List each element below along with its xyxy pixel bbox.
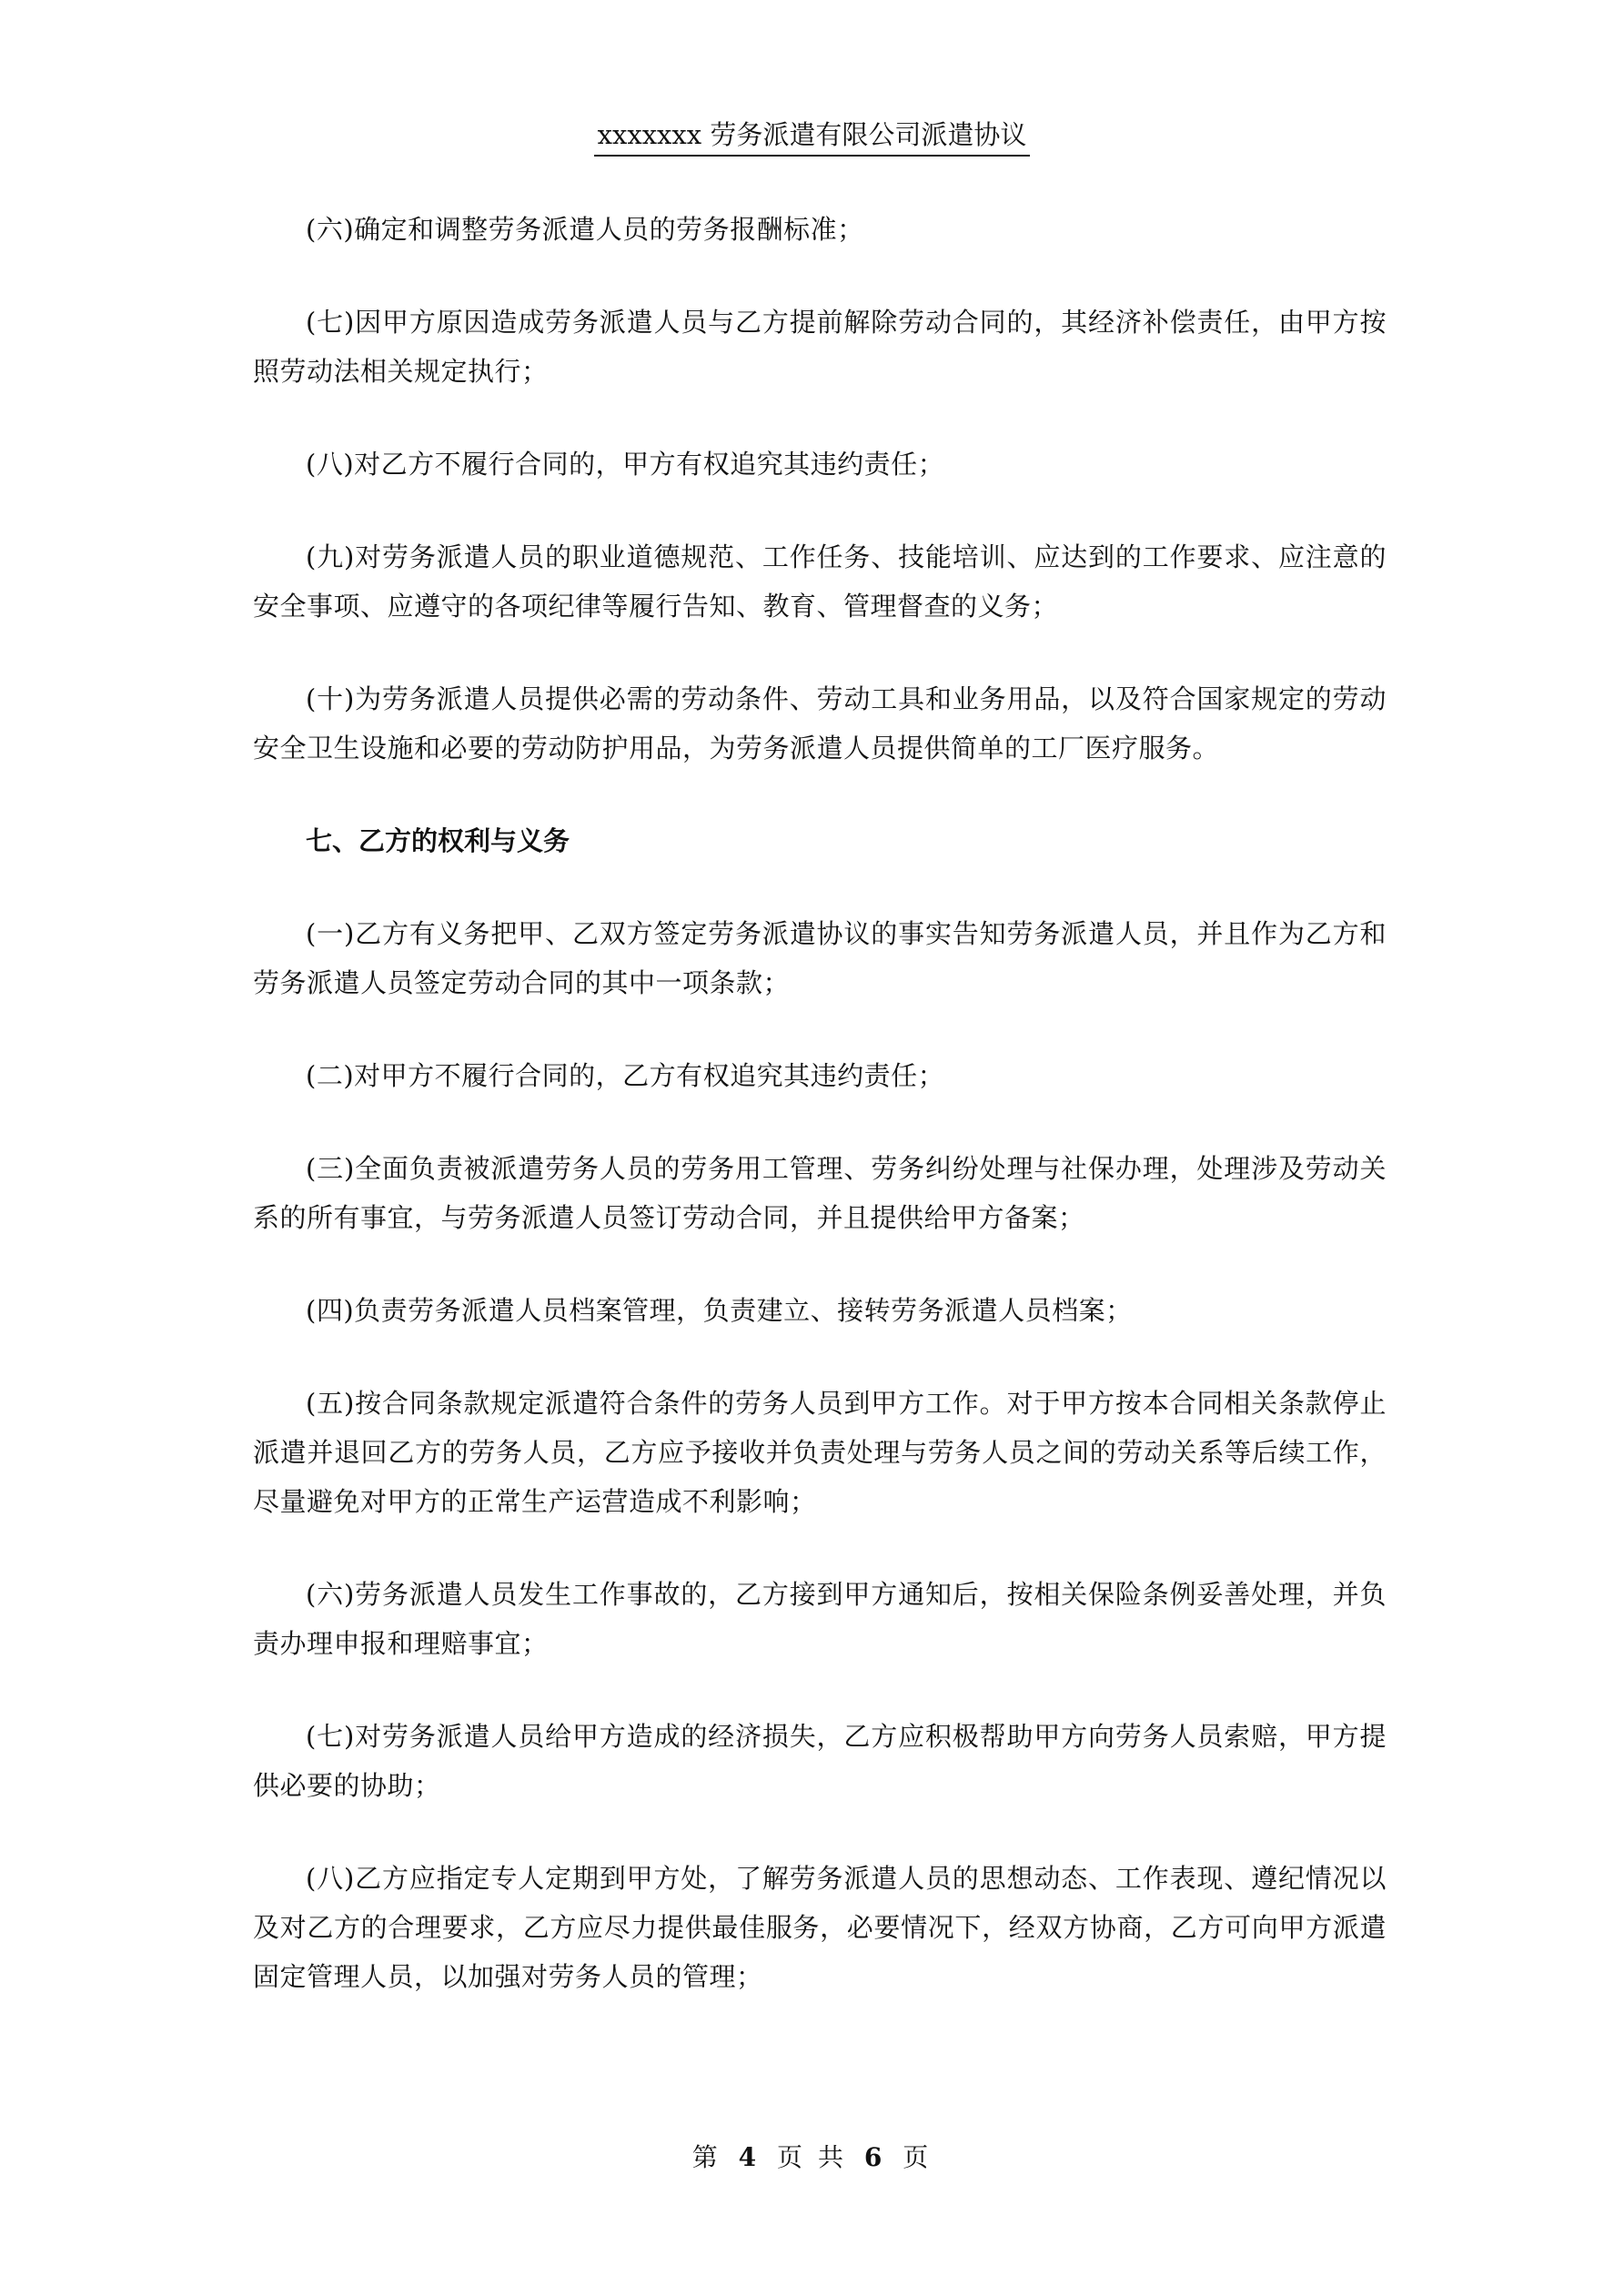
paragraph-b-6: (六)劳务派遣人员发生工作事故的，乙方接到甲方通知后，按相关保险条例妥善处理，并负责办理申报和理赔事宜；: [253, 1579, 1387, 1659]
paragraph-gap: [253, 396, 1387, 440]
paragraph-b-3: (三)全面负责被派遣劳务人员的劳务用工管理、劳务纠纷处理与社保办理，处理涉及劳动关系的所有事宜，与劳务派遣人员签订劳动合同，并且提供给甲方备案；: [253, 1153, 1387, 1233]
paragraph-gap: [253, 1242, 1387, 1286]
page-header: [0, 116, 1624, 157]
paragraph-a-1: (六)确定和调整劳务派遣人员的劳务报酬标准；: [306, 214, 864, 245]
footer-suffix: 页: [903, 2142, 933, 2172]
paragraph-b-1: (一)乙方有义务把甲、乙双方签定劳务派遣协议的事实告知劳务派遣人员，并且作为乙方和劳务派遣人员签定劳动合同的其中一项条款；: [253, 918, 1387, 998]
paragraph-a-2: (七)因甲方原因造成劳务派遣人员与乙方提前解除劳动合同的，其经济补偿责任，由甲方按照劳动法相关规定执行；: [253, 307, 1387, 387]
footer-middle: 页 共: [777, 2142, 847, 2172]
paragraph-gap: [253, 1668, 1387, 1712]
paragraph-a-3: (八)对乙方不履行合同的，甲方有权追究其违约责任；: [306, 449, 945, 480]
section-heading: 七、乙方的权利与义务: [306, 825, 570, 856]
paragraph-b-8: (八)乙方应指定专人定期到甲方处，了解劳务派遣人员的思想动态、工作表现、遵纪情况以及对乙方的合理要求，乙方应尽力提供最佳服务，必要情况下，经双方协商，乙方可向甲方派遣固定管理人员，以加强对劳务人员的管理；: [253, 1863, 1387, 1992]
paragraph-gap: [253, 865, 1387, 909]
footer-current-page: 4: [738, 2142, 761, 2172]
footer-total-pages: 6: [863, 2142, 886, 2172]
paragraph-gap: [253, 1810, 1387, 1854]
paragraph-gap: [253, 489, 1387, 532]
paragraph-gap: [253, 1526, 1387, 1570]
paragraph-a-4: (九)对劳务派遣人员的职业道德规范、工作任务、技能培训、应达到的工作要求、应注意的安全事项、应遵守的各项纪律等履行告知、教育、管理督查的义务；: [253, 541, 1387, 622]
paragraph-gap: [253, 254, 1387, 298]
header-title: xxxxxxx 劳务派遣有限公司派遣协议: [594, 116, 1031, 157]
paragraph-b-4: (四)负责劳务派遣人员档案管理，负责建立、接转劳务派遣人员档案；: [306, 1295, 1133, 1326]
document-body: [253, 205, 1387, 2001]
paragraph-gap: [253, 1007, 1387, 1051]
paragraph-gap: [253, 631, 1387, 674]
page-footer: [0, 2139, 1624, 2176]
footer-prefix: 第: [691, 2142, 721, 2172]
paragraph-b-5: (五)按合同条款规定派遣符合条件的劳务人员到甲方工作。对于甲方按本合同相关条款停止派遣并退回乙方的劳务人员，乙方应予接收并负责处理与劳务人员之间的劳动关系等后续工作，尽量避免对甲方的正常生产运营造成不利影响；: [253, 1388, 1387, 1517]
paragraph-gap: [253, 773, 1387, 816]
paragraph-b-7: (七)对劳务派遣人员给甲方造成的经济损失，乙方应积极帮助甲方向劳务人员索赔，甲方提供必要的协助；: [253, 1721, 1387, 1801]
paragraph-gap: [253, 1335, 1387, 1379]
paragraph-gap: [253, 1100, 1387, 1144]
paragraph-a-5: (十)为劳务派遣人员提供必需的劳动条件、劳动工具和业务用品，以及符合国家规定的劳动安全卫生设施和必要的劳动防护用品，为劳务派遣人员提供简单的工厂医疗服务。: [253, 683, 1387, 764]
paragraph-b-2: (二)对甲方不履行合同的，乙方有权追究其违约责任；: [306, 1060, 945, 1091]
